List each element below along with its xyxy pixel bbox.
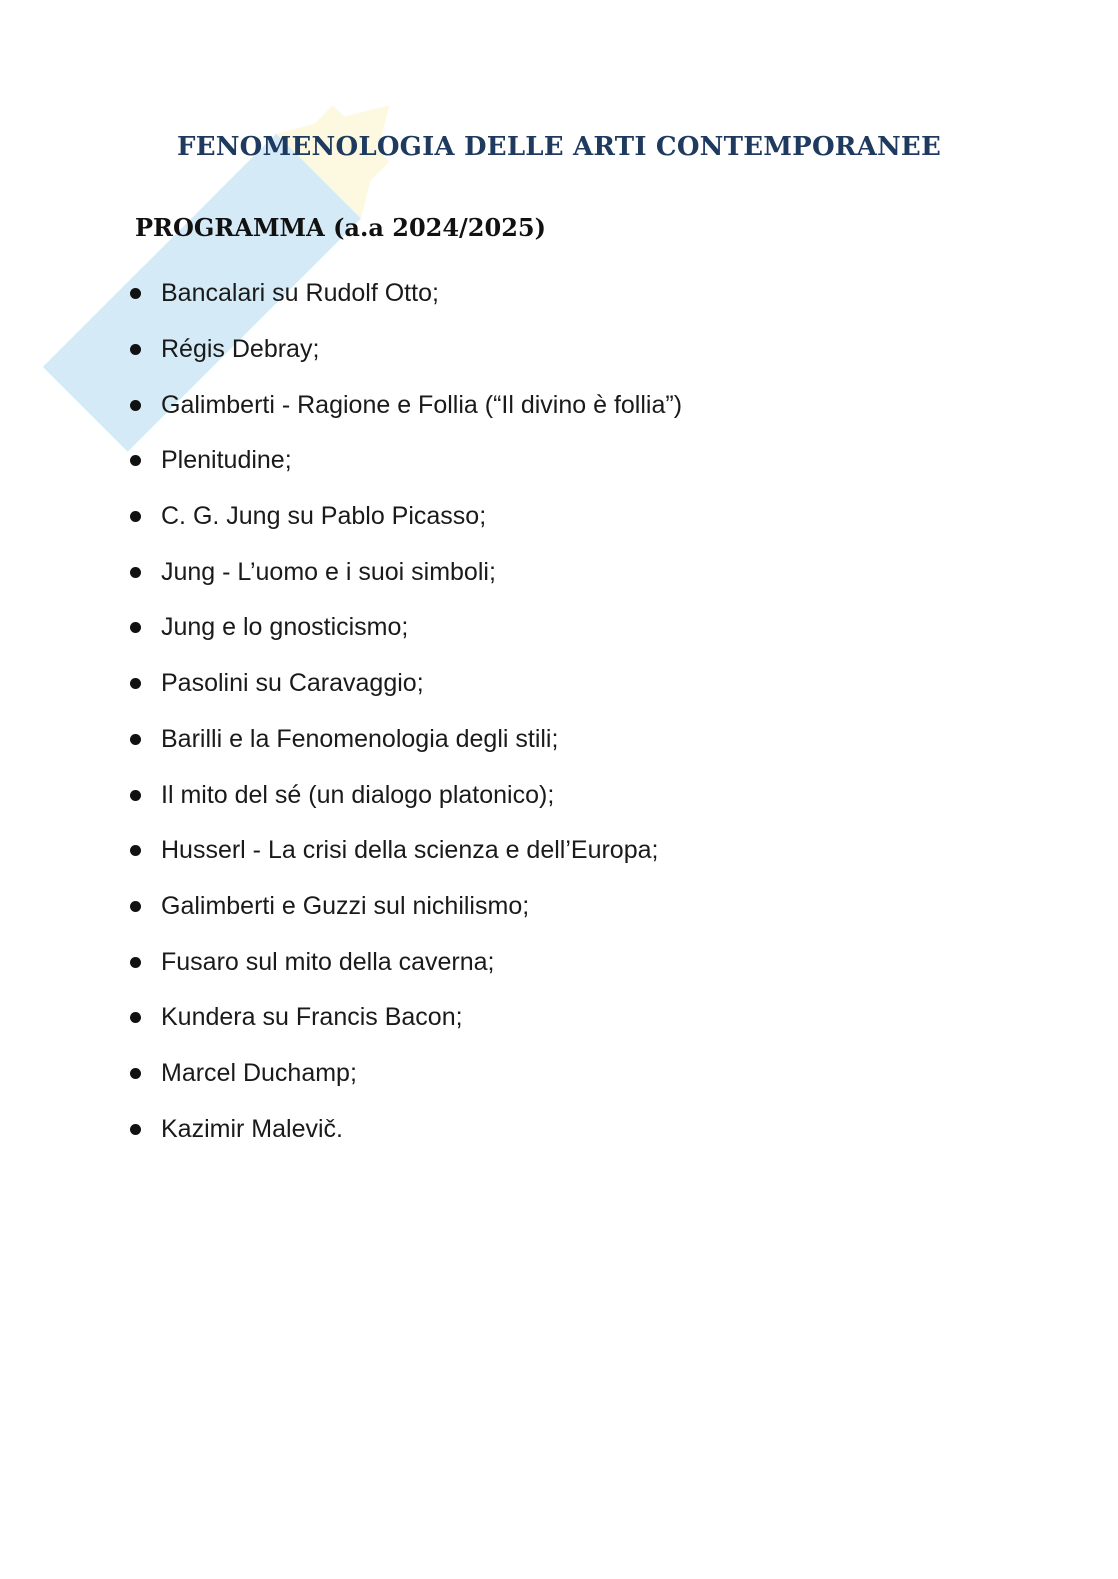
list-item (128, 266, 682, 322)
bullet-icon (130, 957, 141, 968)
bullet-icon (130, 400, 141, 411)
program-list (128, 266, 682, 1157)
bullet-icon (130, 1012, 141, 1023)
bullet-icon (130, 1068, 141, 1079)
list-item (128, 1046, 682, 1102)
list-item-text: C. G. Jung su Pablo Picasso; (161, 502, 487, 531)
bullet-icon (130, 622, 141, 633)
bullet-icon (130, 845, 141, 856)
list-item-text: Jung e lo gnosticismo; (161, 613, 409, 642)
bullet-icon (130, 901, 141, 912)
list-item (128, 656, 682, 712)
document-title: FENOMENOLOGIA DELLE ARTI CONTEMPORANEE (177, 132, 941, 162)
list-item (128, 823, 682, 879)
list-item-text: Husserl - La crisi della scienza e dell’Europa; (161, 836, 659, 865)
list-item (128, 767, 682, 823)
list-item-text: Galimberti e Guzzi sul nichilismo; (161, 891, 530, 920)
list-item (128, 544, 682, 600)
list-item (128, 377, 682, 433)
bullet-icon (130, 678, 141, 689)
list-item-text: Il mito del sé (un dialogo platonico); (161, 780, 555, 809)
list-item (128, 600, 682, 656)
bullet-icon (130, 455, 141, 466)
list-item (128, 1101, 682, 1157)
bullet-icon (130, 1124, 141, 1135)
list-item-text: Jung - L’uomo e i suoi simboli; (161, 557, 496, 586)
list-item-text: Bancalari su Rudolf Otto; (161, 279, 439, 308)
bullet-icon (130, 790, 141, 801)
list-item-text: Marcel Duchamp; (161, 1058, 357, 1087)
list-item (128, 433, 682, 489)
list-item-text: Fusaro sul mito della caverna; (161, 947, 495, 976)
list-item (128, 990, 682, 1046)
list-item (128, 712, 682, 768)
list-item (128, 489, 682, 545)
list-item-text: Régis Debray; (161, 335, 320, 364)
bullet-icon (130, 511, 141, 522)
list-item-text: Kundera su Francis Bacon; (161, 1003, 463, 1032)
program-heading: PROGRAMMA (a.a 2024/2025) (135, 213, 546, 242)
bullet-icon (130, 734, 141, 745)
bullet-icon (130, 567, 141, 578)
list-item (128, 879, 682, 935)
bullet-icon (130, 344, 141, 355)
list-item-text: Plenitudine; (161, 446, 292, 475)
list-item (128, 934, 682, 990)
list-item (128, 322, 682, 378)
bullet-icon (130, 288, 141, 299)
list-item-text: Pasolini su Caravaggio; (161, 669, 424, 698)
list-item-text: Barilli e la Fenomenologia degli stili; (161, 724, 559, 753)
list-item-text: Kazimir Malevič. (161, 1114, 343, 1143)
list-item-text: Galimberti - Ragione e Follia (“Il divino è follia”) (161, 390, 683, 419)
